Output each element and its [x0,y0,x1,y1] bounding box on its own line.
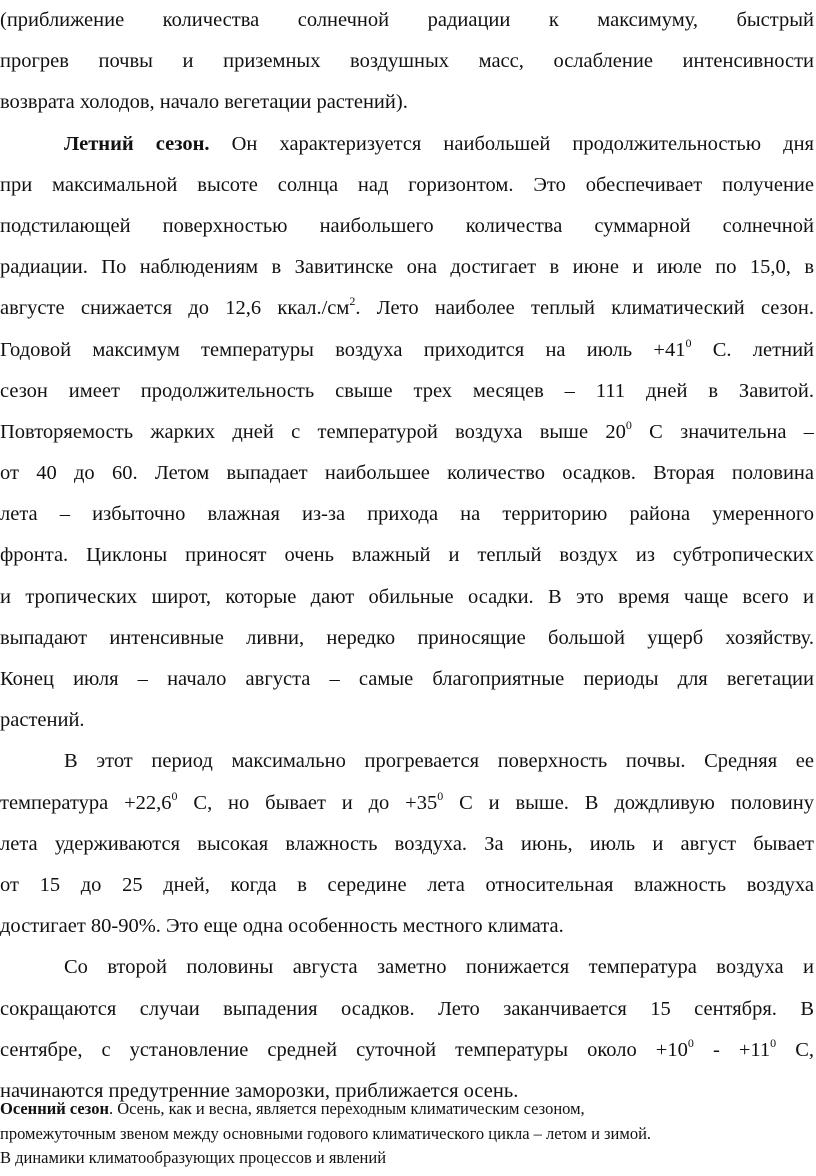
text-fragment: сентябре, с установление средней суточной температуры около +10 [0,1038,688,1061]
text-line [0,412,814,453]
text-line: промежуточным звеном между основными годового климатического цикла – летом и зимой. [0,1123,652,1143]
text-line: сокращаются случаи выпадения осадков. Лето заканчивается 15 сентября. В [0,997,814,1020]
text-fragment: августе снижается до 12,6 ккал./см [0,297,350,320]
text-fragment: С, но бывает и до +35 [193,791,438,814]
paragraph-spring-continuation [0,0,816,124]
text-line: (приближение количества солнечной радиации к максимуму, быстрый [0,9,814,31]
text-line [0,330,814,371]
text-fragment: . Лето наиболее теплый климатический сезон. [355,297,814,320]
text-fragment: Годовой максимум температуры воздуха приходится на июль +41 [0,338,686,361]
text-line: В динамики климатообразующих процессов и явлений [0,1148,387,1167]
superscript: 0 [171,788,178,803]
text-line: и тропических широт, которые дают обильные осадки. В это время чаще всего и [0,585,814,608]
autumn-section [0,1097,816,1171]
text-line [0,288,814,329]
text-fragment: С. летний [712,338,814,361]
paragraph-summer-season [0,124,816,742]
text-fragment: - +11 [712,1038,771,1061]
section-heading-autumn: Осенний сезон [0,1099,109,1118]
text-line: достигает 80-90%. Это еще одна особенность местного климата. [0,915,564,938]
paragraph-end-of-summer [0,947,816,1112]
text-fragment: Он характеризуется наибольшей продолжительностью дня [231,132,814,155]
text-line: Со второй половины августа заметно понижается температура воздуха и [64,956,814,979]
superscript: 0 [687,1035,694,1050]
text-fragment: С, [795,1038,814,1061]
text-line: радиации. По наблюдениям в Завитинске она достигает в июне и июле по 15,0, в [0,256,814,279]
text-line: от 15 до 25 дней, когда в середине лета относительная влажность воздуха [0,873,814,896]
text-line: Конец июля – начало августа – самые благоприятные периоды для вегетации [0,668,814,690]
superscript: 0 [770,1035,777,1050]
superscript: 0 [625,418,632,433]
text-line: возврата холодов, начало вегетации растений). [0,91,408,114]
superscript: 0 [437,788,444,803]
text-line: лета – избыточно влажная из-за прихода на территорию района умеренного [0,503,814,526]
section-heading-summer: Летний сезон. [64,132,210,155]
text-line: сезон имеет продолжительность свыше трех месяцев – 111 дней в Завитой. [0,379,814,402]
text-line: В этот период максимально прогревается поверхность почвы. Средняя ее [64,750,814,773]
paragraph-soil-temperature [0,741,816,947]
text-line [0,783,814,824]
superscript: 0 [685,335,692,350]
text-fragment: Повторяемость жарких дней с температурой воздуха выше 20 [0,420,626,443]
text-line: при максимальной высоте солнца над горизонтом. Это обеспечивает получение [0,173,814,196]
text-line [0,124,814,165]
text-line: от 40 до 60. Летом выпадает наибольшее количество осадков. Вторая половина [0,462,814,485]
text-fragment: температура +22,6 [0,791,172,814]
text-line: растений. [0,709,85,732]
text-line: начинаются предутренние заморозки, приближается осень. [0,1079,519,1102]
text-line [0,1097,816,1122]
text-line: прогрев почвы и приземных воздушных масс, ослабление интенсивности [0,50,814,73]
text-fragment: С значительна – [649,420,814,443]
superscript: 2 [349,294,356,309]
text-line: фронта. Циклоны приносят очень влажный и теплый воздух из субтропических [0,544,814,567]
text-line: подстилающей поверхностью наибольшего количества суммарной солнечной [0,214,814,237]
text-fragment: . Осень, как и весна, является переходным климатическим сезоном, [108,1099,585,1118]
text-line: лета удерживаются высокая влажность воздуха. За июнь, июль и август бывает [0,832,814,855]
text-fragment: С и выше. В дождливую половину [459,791,814,814]
text-line [0,1030,814,1071]
text-line: выпадают интенсивные ливни, нередко приносящие большой ущерб хозяйству. [0,626,814,649]
